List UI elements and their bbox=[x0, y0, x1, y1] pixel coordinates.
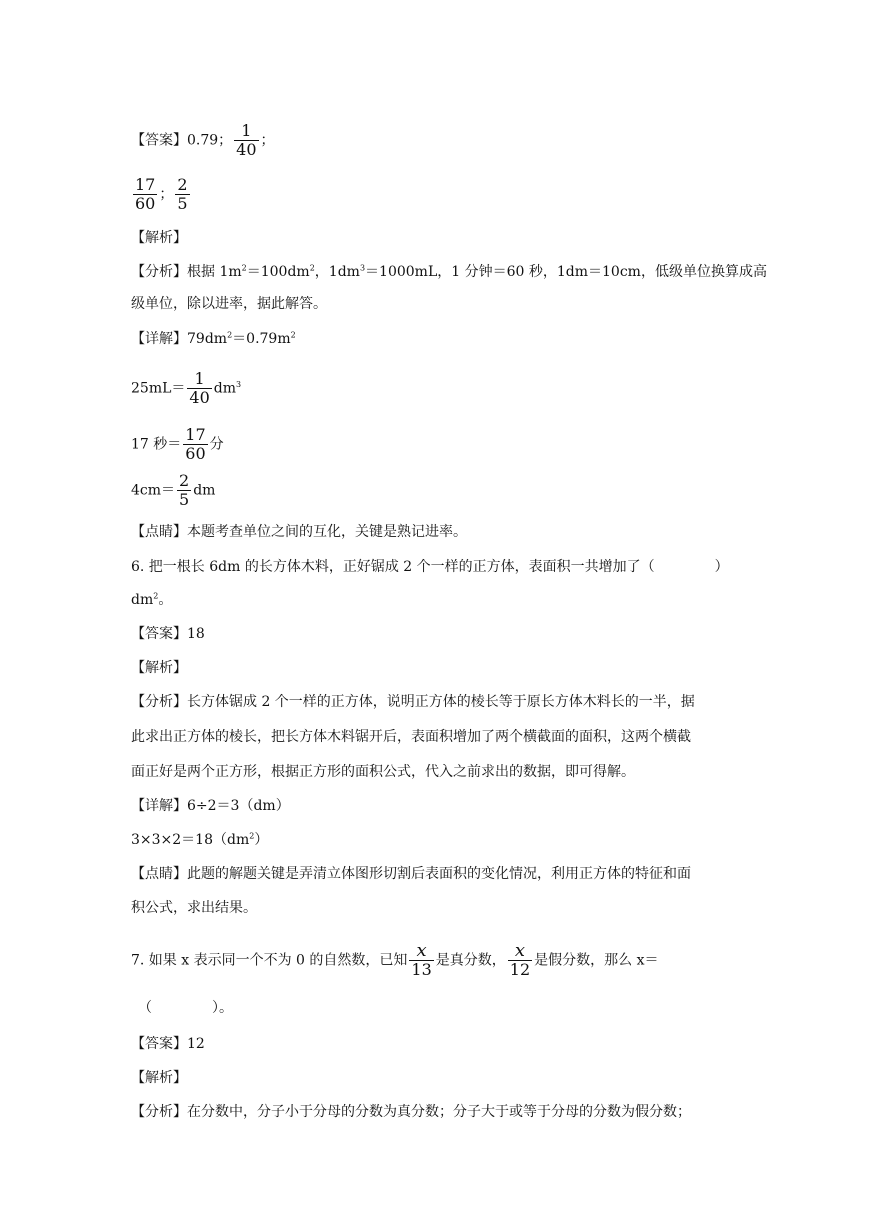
question-6-line2: $dm^2$。 bbox=[131, 591, 173, 608]
dianjing2-line-2: 积公式，求出结果。 bbox=[131, 900, 257, 916]
equation-17s: 17 秒＝ $\frac{17}{60}$ 分 bbox=[131, 425, 224, 463]
question-7: 7. 如果 x 表示同一个不为 0 的自然数，已知 $\frac{x}{13}$ 是真分数， $\frac{x}{12}$ 是假分数，那么 x＝ bbox=[131, 940, 659, 979]
answer-line-5a: 【答案】0.79； $\frac{1}{40}$ ； bbox=[131, 121, 275, 159]
fenxi-line-1: 【分析】根据 $1m^2=100dm^2$，$1dm^3=1000mL$，1 分钟＝60 秒，1dm＝10cm，低级单位换算成高 bbox=[131, 263, 767, 280]
answer-6: 【答案】18 bbox=[131, 626, 205, 642]
fraction-1-40-b: $\frac{1}{40}$ bbox=[189, 369, 210, 407]
xiangjie2-line-1: 【详解】6÷2＝3（dm） bbox=[131, 798, 290, 814]
fraction-2-5: $\frac{2}{5}$ bbox=[177, 175, 188, 213]
fraction-2-5-b: $\frac{2}{5}$ bbox=[179, 471, 190, 509]
fraction-17-60-b: $\frac{17}{60}$ bbox=[185, 425, 206, 463]
analysis-heading-2: 【解析】 bbox=[131, 660, 187, 676]
analysis-heading-3: 【解析】 bbox=[131, 1070, 187, 1086]
answer-line-5b: $\frac{17}{60}$ ； $\frac{2}{5}$ bbox=[135, 175, 188, 213]
dianjing-1: 【点睛】本题考查单位之间的互化，关键是熟记进率。 bbox=[131, 524, 467, 540]
question-7-line2: （ ）。 bbox=[138, 1000, 233, 1016]
fraction-x-13: $\frac{x}{13}$ bbox=[411, 940, 432, 979]
xiangjie2-line-2: $3\times 3\times 2=18(dm^2)$ bbox=[131, 831, 269, 848]
equation-25ml: 25mL＝ $\frac{1}{40}$ $dm^3$ bbox=[131, 369, 242, 407]
fraction-1-40: $\frac{1}{40}$ bbox=[236, 121, 257, 159]
fenxi2-line-1: 【分析】长方体锯成 2 个一样的正方体，说明正方体的棱长等于原长方体木料长的一半，据 bbox=[131, 694, 695, 710]
fenxi3-line-1: 【分析】在分数中，分子小于分母的分数为真分数；分子大于或等于分母的分数为假分数； bbox=[131, 1104, 691, 1120]
answer-7: 【答案】12 bbox=[131, 1036, 205, 1052]
equation-4cm: 4cm＝ $\frac{2}{5}$ dm bbox=[131, 471, 216, 509]
xiangjie-line-1: 【详解】$79dm^2=0.79m^2$ bbox=[131, 330, 296, 347]
dianjing2-line-1: 【点睛】此题的解题关键是弄清立体图形切割后表面积的变化情况，利用正方体的特征和面 bbox=[131, 866, 691, 882]
analysis-heading-1: 【解析】 bbox=[131, 230, 187, 246]
fenxi2-line-2: 此求出正方体的棱长，把长方体木料锯开后，表面积增加了两个横截面的面积，这两个横截 bbox=[131, 729, 691, 745]
fraction-17-60: $\frac{17}{60}$ bbox=[135, 175, 156, 213]
fenxi2-line-3: 面正好是两个正方形，根据正方形的面积公式，代入之前求出的数据，即可得解。 bbox=[131, 764, 635, 780]
fenxi-line-2: 级单位，除以进率，据此解答。 bbox=[131, 296, 327, 312]
fraction-x-12: $\frac{x}{12}$ bbox=[509, 940, 531, 979]
question-6: 6. 把一根长 6dm 的长方体木料，正好锯成 2 个一样的正方体，表面积一共增加了（ ） bbox=[131, 559, 729, 575]
